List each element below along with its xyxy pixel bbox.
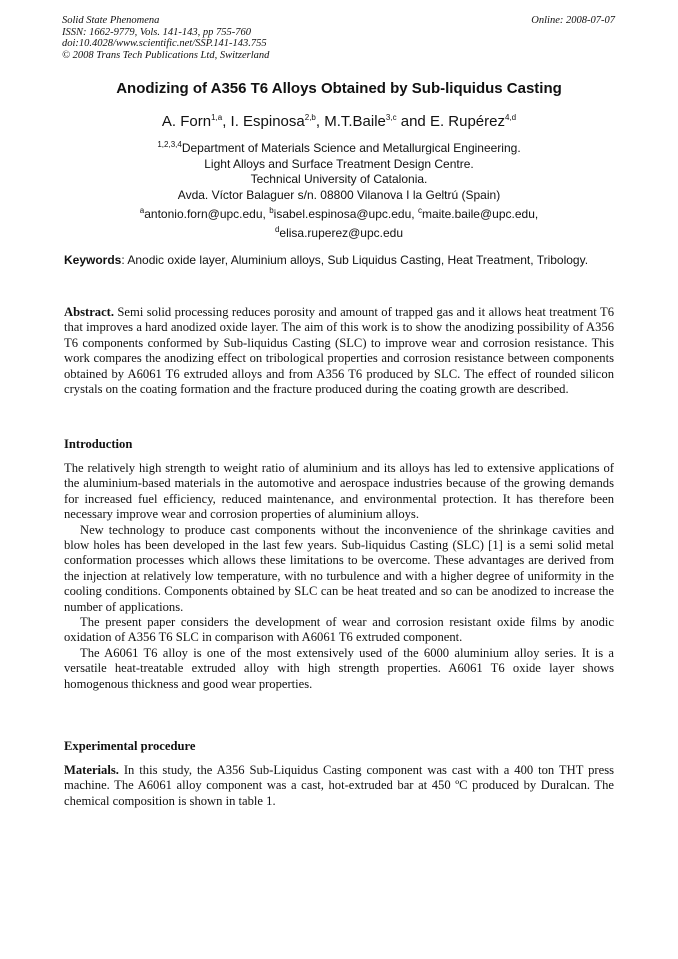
affiliation-sup: 1,2,3,4 — [157, 140, 182, 149]
affiliation-line: Avda. Víctor Balaguer s/n. 08800 Vilanova I la Geltrú (Spain) — [177, 187, 501, 202]
paragraph: The present paper considers the development of wear and corrosion resistant oxide films by anodic oxidation of A356 T6 SLC in comparison with A6061 T6 extruded component. — [64, 615, 614, 645]
paragraph: New technology to produce cast components without the inconvenience of the shrinkage cavities and blow holes has been developed in the last few years. Sub-liquidus Casting (SLC) [1] is a semi solid metal conformation processes which allows these limitations to be overcome. These advantages are derived from the injection at relatively low temperature, with no turbulence and with a higher degree of uniformity in the cooling conditions. Components obtained by SLC can be heat treated and so can be anodized to increase the number of applications. — [64, 522, 614, 614]
journal-name: Solid State Phenomena — [62, 15, 160, 26]
materials-label: Materials. — [64, 763, 119, 777]
author-sup: 3,c — [385, 113, 397, 122]
keywords-label: Keywords — [64, 253, 122, 267]
author-name: I. Espinosa — [230, 113, 305, 130]
copyright-line: © 2008 Trans Tech Publications Ltd, Switzerland — [62, 49, 270, 61]
affiliation-line: Department of Materials Science and Metallurgical Engineering. — [181, 141, 521, 155]
materials-text: In this study, the A356 Sub-Liquidus Casting component was cast with a 400 ton THT press machine. The A6061 alloy component was a cast, hot-extruded bar at 450 ºC produced by Duralcan. The chemical composition is shown in table 1. — [64, 763, 614, 808]
issn-line: ISSN: 1662-9779, Vols. 141-143, pp 755-760 — [62, 26, 251, 38]
affiliation-line: Light Alloys and Surface Treatment Design Centre. — [204, 156, 474, 171]
email-link[interactable]: elisa.ruperez@upc.edu — [279, 226, 404, 240]
affiliation-line: Technical University of Catalonia. — [250, 172, 428, 186]
email-block: $^a$antonio.forn@upc.edu, $^b$isabel.espinosa@upc.edu, $^c$maite.baile@upc.edu, $^d$elisa.ruperez@upc.edu — [139, 206, 539, 240]
author-name: E. Rupérez — [429, 113, 505, 130]
keywords-text: : Anodic oxide layer, Aluminium alloys, Sub Liquidus Casting, Heat Treatment, Tribology. — [121, 253, 589, 267]
author-sup: 2,b — [304, 113, 316, 122]
abstract — [64, 305, 614, 397]
author-sup: 4,d — [505, 113, 517, 122]
abstract-text: Semi solid processing reduces porosity and amount of trapped gas and it allows heat treatment T6 that improves a hard anodized oxide layer. The aim of this work is to show the anodizing possibility of A356 T6 components conformed by Sub-liquidus Casting (SLC) to improve wear and corrosion resistance. This work compares the anodizing effect on tribological properties and corrosion resistance between components obtained by A6061 T6 extruded alloys and from A356 T6 produced by SLC. The effect of rounded silicon crystals on the coating formation and the fracture produced during the coating growth are described. — [64, 305, 614, 397]
keywords — [64, 253, 614, 268]
doi-line: doi:10.4028/www.scientific.net/SSP.141-143.755 — [62, 38, 267, 49]
author-sep: and — [396, 113, 430, 130]
author-name: A. Forn — [161, 113, 212, 130]
author-sep: , — [315, 113, 325, 130]
section-heading-introduction: Introduction — [64, 437, 133, 451]
affiliation-block — [0, 137, 678, 203]
author-sep: , — [222, 113, 231, 130]
paragraph: The A6061 T6 alloy is one of the most extensively used of the 6000 aluminium alloy series. It is a versatile heat-treatable extruded alloy with high strength properties. A6061 T6 oxide layer shows homogenous thickness and good wear properties. — [64, 645, 614, 691]
journal-header — [62, 15, 269, 61]
author-sup: 1,a — [211, 113, 223, 122]
paragraph: The relatively high strength to weight ratio of aluminium and its alloys has led to extensive applications of the aluminium-based materials in the automotive and aerospace industries because of the growing demands for increased fuel efficiency, reduced maintenance, and environmental protection. It has therefore been necessary improve wear and corrosion properties of aluminium alloys. — [64, 461, 614, 522]
email-link[interactable]: isabel.espinosa@upc.edu, — [273, 207, 415, 221]
abstract-label: Abstract. — [64, 305, 115, 319]
email-link[interactable]: maite.baile@upc.edu, — [421, 207, 539, 221]
author-name: M.T.Baile — [324, 113, 386, 130]
materials-paragraph — [64, 763, 614, 809]
author-list — [0, 113, 678, 130]
paper-title: Anodizing of A356 T6 Alloys Obtained by Sub-liquidus Casting — [116, 80, 562, 97]
online-date: Online: 2008-07-07 — [531, 15, 615, 26]
email-link[interactable]: antonio.forn@upc.edu, — [144, 207, 266, 221]
section-heading-experimental: Experimental procedure — [64, 739, 196, 753]
introduction-body — [64, 461, 614, 692]
